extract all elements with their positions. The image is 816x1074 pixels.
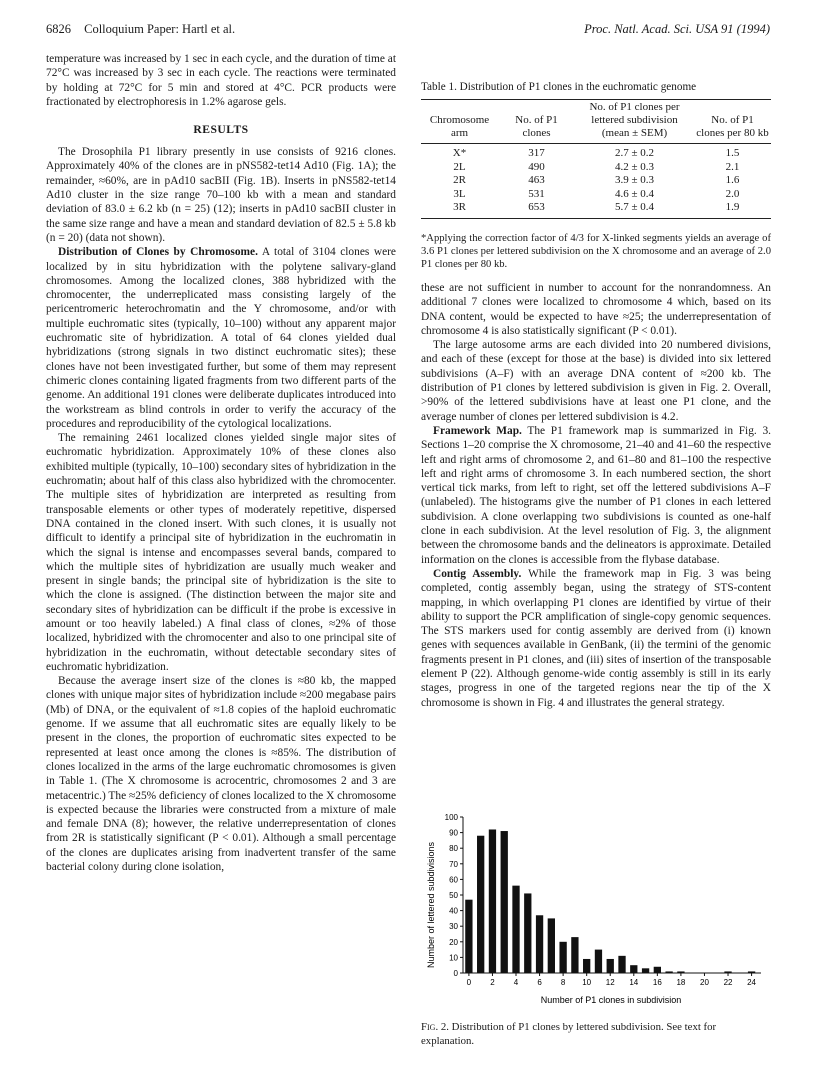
- framework-map-paragraph: [421, 424, 771, 567]
- contig-assembly-run-in-head: Contig Assembly.: [433, 567, 522, 580]
- x-tick-label: 14: [629, 978, 639, 987]
- bar: [548, 918, 555, 973]
- bar: [512, 886, 519, 973]
- table1-header-row: [421, 100, 771, 144]
- framework-map-text: The P1 framework map is summarized in Fig. 3. Sections 1–20 comprise the X chromosome, 21–40 and 41–60 the respective left and right arms of chromosome 2, and 61–80 and 81–100 the respective left and right arms of chromosome 3. In each numbered section, the short vertical tick marks, from left to right, set off the lettered subdivisions A–F (unlabeled). The histograms give the number of P1 clones in each lettered subdivision. A clone overlapping two subdivisions is counted as one-half clone in each subdivision. At the level resolution of Fig. 3, the alignment between the chromosome bands and the delineators is approximate. Detailed information on the clones is accessible from the flybase database.: [421, 424, 772, 566]
- running-title: Colloquium Paper: Hartl et al.: [84, 22, 236, 36]
- y-tick-label: 0: [453, 969, 458, 978]
- framework-map-run-in-head: Framework Map.: [433, 424, 522, 437]
- table-cell: 317: [528, 147, 545, 159]
- distribution-paragraph: [46, 245, 396, 431]
- left-column: [46, 52, 396, 874]
- y-tick-label: 50: [449, 891, 458, 900]
- table-cell: 531: [528, 187, 545, 200]
- x-tick-label: 10: [582, 978, 592, 987]
- table-cell: 1.5: [725, 147, 740, 159]
- contig-assembly-paragraph: [421, 567, 771, 710]
- methods-continuation: temperature was increased by 1 sec in each cycle, and the duration of time at 72°C was increased by 3 sec in each cycle. The reactions were terminated by holding at 72°C for 5 min and stored at 4°C. PCR products were fractionated by electrophoresis in 1.2% agarose gels.: [46, 53, 396, 108]
- y-axis-label: Number of lettered subdivisions: [426, 841, 436, 969]
- table-row: [421, 161, 771, 175]
- table-cell: 2.1: [725, 160, 740, 173]
- bar: [642, 968, 649, 973]
- bar: [571, 937, 578, 973]
- bar: [748, 971, 755, 973]
- contig-assembly-text: While the framework map in Fig. 3 was being completed, contig assembly began, using the strategy of STS-content mapping, in which overlapping P1 clones are identified by virtue of their ability to support the PCR amplification of single-copy genomic sequences. The STS markers used for contig assembly are derived from (i) known genes with sequences available in GenBank, (ii) the termini of the genomic fragments present in P1 clones, and (iii) sites of insertion of the transposable element P (22). Although genome-wide contig assembly is still in its early stages, progress in one of the targeted regions near the tip of the X chromosome is shown in Fig. 4 and illustrates the general strategy.: [421, 567, 771, 709]
- bar: [536, 915, 543, 973]
- results-paragraph-4: Because the average insert size of the clones is ≈80 kb, the mapped clones with unique major sites of hybridization include ≈200 megabase pairs (Mb) of DNA, or the equivalent of ≈1.8 copies of the haploid euchromatic genome. If we assume that all euchromatic sites are equally likely to be present in the clones, the proportion of euchromatic sites expected to be represented at least once among the clones is ≈85%. The distribution of clones localized in the arms of the large euchromatic chromosomes is given in Table 1. (The X chromosome is acrocentric, chromosomes 2 and 3 are metacentric.) The ≈25% deficiency of clones localized to the X chromosome is expected because the libraries were constructed from a mixture of male and female DNA (8); however, the relative underrepresentation of clones from 2R is statistically significant (P < 0.01). Although a small percentage of the clones are duplicates arising from inadvertent transfer of the same bacterial colony during clone isolation,: [46, 675, 396, 874]
- table-row: [421, 144, 771, 161]
- table-cell: 3L: [453, 187, 466, 200]
- x-tick-label: 18: [676, 978, 686, 987]
- bar: [524, 893, 531, 973]
- right-paragraph-2: The large autosome arms are each divided into 20 numbered divisions, and each of these (except for those at the base) is divided into six lettered subdivisions (A–F) with an average DNA content of ≈200 kb. The distribution of P1 clones by lettered subdivision is given in Fig. 2. Overall, >90% of the lettered subdivisions have at least one P1 clone, and the average number of clones per lettered subdivision is 4.2.: [421, 339, 771, 423]
- x-tick-label: 6: [537, 978, 542, 987]
- bar: [489, 829, 496, 973]
- figure2-label: Fig. 2.: [421, 1021, 449, 1033]
- bar: [665, 971, 672, 973]
- table-cell: 4.6 ± 0.4: [614, 187, 655, 200]
- y-tick-label: 30: [449, 922, 458, 932]
- chart-bars: [465, 829, 755, 973]
- bar: [677, 971, 684, 973]
- x-tick-label: 4: [513, 978, 519, 987]
- y-tick-label: 40: [449, 906, 458, 916]
- table1-header: No. of P1 clones per lettered subdivision (mean ± SEM): [575, 100, 694, 144]
- table-row: [421, 174, 771, 188]
- journal-citation: Proc. Natl. Acad. Sci. USA 91 (1994): [584, 22, 770, 36]
- table-cell: 490: [528, 160, 545, 173]
- table-cell: 2.7 ± 0.2: [614, 147, 655, 159]
- x-tick-label: 12: [605, 978, 615, 987]
- table1: [421, 99, 771, 219]
- page-header: [46, 22, 770, 38]
- y-tick-label: 10: [449, 953, 458, 963]
- results-heading: RESULTS: [193, 123, 249, 137]
- y-tick-label: 90: [449, 828, 458, 838]
- table-cell: 2L: [453, 160, 466, 173]
- bar: [618, 956, 625, 973]
- y-tick-label: 60: [449, 875, 458, 885]
- table-cell: 1.6: [725, 174, 740, 186]
- figure2-bar-chart: [421, 811, 771, 1011]
- y-tick-label: 100: [444, 813, 458, 822]
- table-cell: 3R: [421, 201, 498, 218]
- bar: [630, 965, 637, 973]
- table1-header: No. of P1 clones: [498, 100, 575, 144]
- table-row: [421, 188, 771, 202]
- bar: [477, 836, 484, 973]
- x-tick-label: 8: [560, 978, 566, 987]
- table-cell: 1.9: [694, 201, 771, 218]
- right-column: [421, 281, 771, 710]
- table1-caption: Table 1. Distribution of P1 clones in the euchromatic genome: [421, 81, 697, 93]
- y-tick-label: 20: [449, 937, 458, 947]
- results-paragraph-3: The remaining 2461 localized clones yielded single major sites of euchromatic hybridization. Approximately 10% of these clones also exhibited multiple (typically, 10–100) secondary sites of hybridization in the euchromatin; about half of this class also hybridized with the chromocenter. The multiple sites of hybridization are interpreted as resulting from transposable elements or other types of moderately repetitive, dispersed DNA contained in the cloned insert. With such clones, it is usually not difficult to identify a principal site of hybridization in the euchromatin in which the signal is intense and encompasses several bands, compared to which the multiple sites of hybridization are usually much weaker and present in single bands; the principal site of hybridization is the site to which the clone is assigned. (The distinction between the major site and secondary sites of hybridization can be difficult if the probe is excessive in amount or too heavily labeled.) A final class of clones, ≈2% of those localized, hybridized with the chromocenter and also to one principal site of hybridization in the euchromatin, without detectable secondary sites of euchromatic hybridization.: [46, 432, 396, 673]
- x-tick-label: 16: [652, 978, 662, 987]
- table-row: [421, 201, 771, 218]
- distribution-run-in-head: Distribution of Clones by Chromosome.: [58, 246, 258, 259]
- results-paragraph-1: The Drosophila P1 library presently in use consists of 9216 clones. Approximately 40% of the clones are in pNS582-tet14 Ad10 (Fig. 1A); the remainder, ≈60%, are in pAd10 sacBII (Fig. 1B). Inserts in pNS582-tet14 Ad10 cluster in the size range 70–100 kb with a mean and standard deviation of 83.0 ± 6.2 kb (n = 25) (12); inserts in pAd10 sacBII cluster in the same size range and have a mean and standard deviation of 82.5 ± 5.8 kb (n = 20) (data not shown).: [46, 146, 396, 244]
- y-tick-label: 70: [449, 859, 458, 869]
- x-tick-label: 20: [700, 978, 709, 987]
- right-paragraph-1: these are not sufficient in number to account for the nonrandomness. An additional 7 clones were localized to chromosome 4 which, based on its DNA content, would be expected to have ≈25; the underrepresentation of chromosome 4 is also statistically significant (P < 0.01).: [421, 282, 771, 337]
- table-cell: 4.2 ± 0.3: [614, 160, 655, 173]
- table-cell: 3.9 ± 0.3: [614, 174, 655, 186]
- x-tick-label: 2: [490, 978, 495, 987]
- bar: [654, 967, 661, 973]
- distribution-text: A total of 3104 clones were localized by in situ hybridization with the polytene salivary-gland chromosomes. Among the localized clones, 388 hybridized with the chromocenter, the underreplicated mass consisting largely of the pericentromeric heterochromatin and the Y chromosome, and/or with multiple euchromatic sites (typically, 10–100) without any apparent major euchromatic site of hybridization. A total of 64 clones yielded dual hybridizations (strong signals in two distinct euchromatic sites); these clones have not been investigated further, but some of them may represent chimeric clones containing ligated fragments from two different parts of the genome. An additional 191 clones were deliberate duplicates introduced into the workstream as blind controls in order to verify the accuracy of the procedures and reproducibility of the cytological localizations.: [46, 246, 396, 430]
- table-cell: 2.0: [725, 187, 740, 200]
- table-cell: 653: [498, 201, 575, 218]
- table1-header: Chromosome arm: [421, 100, 498, 144]
- table1-header: No. of P1 clones per 80 kb: [694, 100, 771, 144]
- figure2-caption: [421, 1021, 771, 1048]
- figure2-caption-text: Distribution of P1 clones by lettered subdivision. See text for explanation.: [421, 1021, 717, 1047]
- x-tick-label: 24: [747, 978, 757, 987]
- bar: [501, 831, 508, 973]
- x-tick-label: 22: [723, 978, 733, 987]
- table-cell: 5.7 ± 0.4: [575, 201, 694, 218]
- bar: [583, 959, 590, 973]
- x-axis-label: Number of P1 clones in subdivision: [540, 995, 682, 1005]
- bar: [595, 950, 602, 973]
- y-tick-label: 80: [449, 844, 458, 854]
- table1-footnote: *Applying the correction factor of 4/3 for X-linked segments yields an average of 3.6 P1 clones per lettered subdivision on the X chromosome and an average of 2.0 P1 clones per 80 kb.: [421, 233, 771, 270]
- bar: [465, 900, 472, 973]
- x-tick-label: 0: [466, 978, 472, 987]
- table-cell: X*: [452, 147, 467, 159]
- bar: [724, 971, 731, 973]
- table-cell: 2R: [453, 174, 466, 186]
- bar: [559, 942, 566, 973]
- bar: [607, 959, 614, 973]
- page-number: 6826: [46, 22, 71, 36]
- table-cell: 463: [528, 174, 545, 186]
- header-left: [46, 22, 235, 37]
